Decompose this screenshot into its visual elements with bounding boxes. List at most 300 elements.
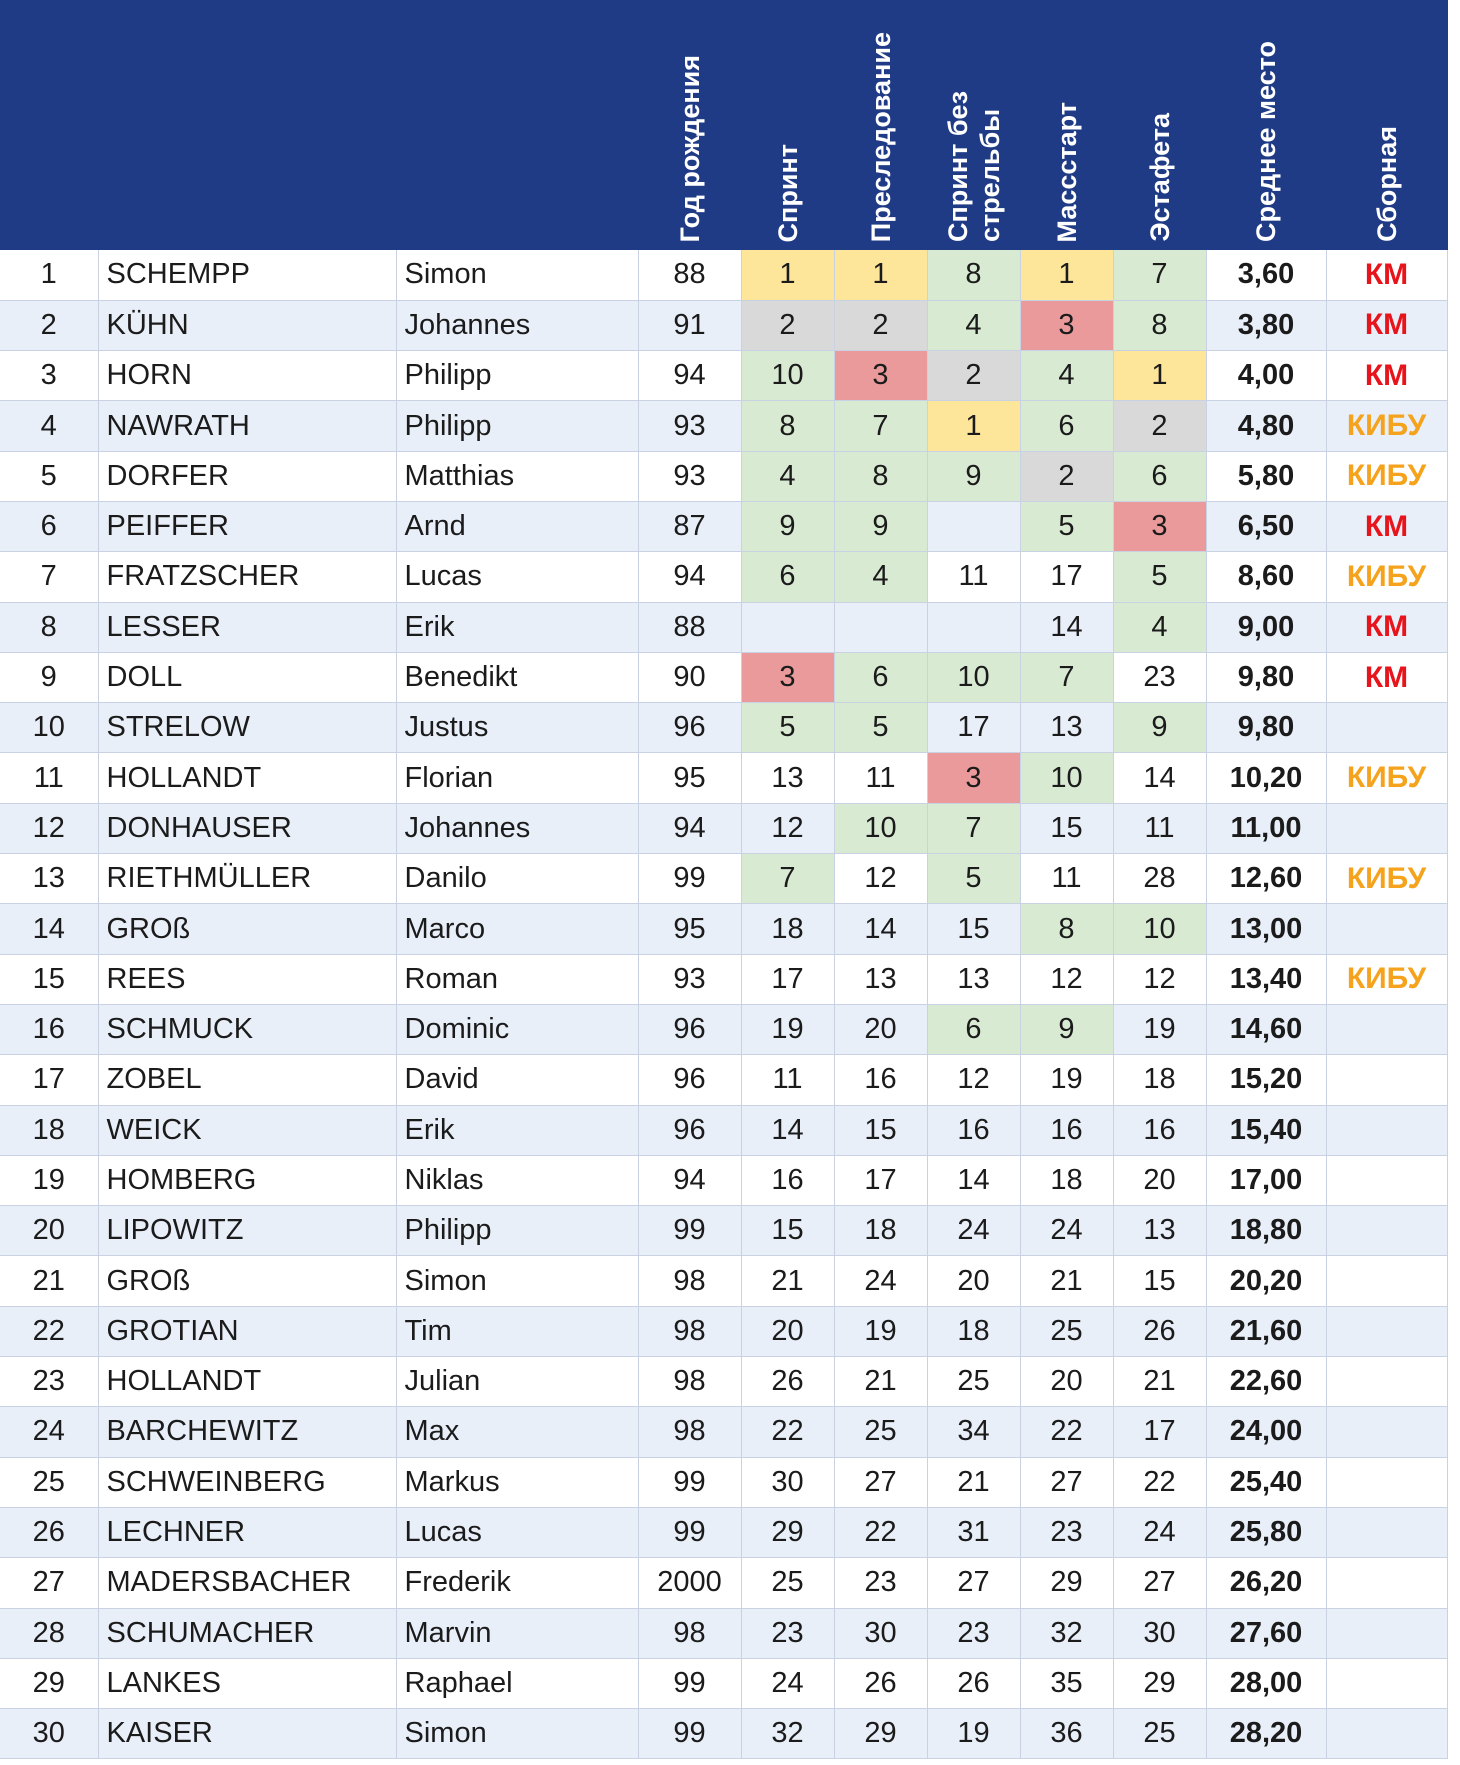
table-body <box>0 250 1460 1759</box>
rank-cell: 23 <box>0 1357 98 1407</box>
row-filler <box>1447 1507 1460 1557</box>
mass-start-cell: 1 <box>1020 250 1113 300</box>
last-name-cell: DORFER <box>98 451 396 501</box>
rank-cell: 9 <box>0 652 98 702</box>
sprint-no-shooting-cell <box>927 602 1020 652</box>
team-cell <box>1326 1558 1447 1608</box>
relay-cell: 20 <box>1113 1155 1206 1205</box>
rank-cell: 13 <box>0 854 98 904</box>
birth-year-cell: 99 <box>638 1709 741 1759</box>
sprint-cell: 15 <box>741 1206 834 1256</box>
first-name-cell: Roman <box>396 954 638 1004</box>
average-place-cell: 3,80 <box>1206 300 1326 350</box>
last-name-cell: SCHMUCK <box>98 1004 396 1054</box>
table-row <box>0 1608 1460 1658</box>
team-cell: КИБУ <box>1326 753 1447 803</box>
relay-cell: 27 <box>1113 1558 1206 1608</box>
first-name-cell: Benedikt <box>396 652 638 702</box>
average-place-cell: 15,20 <box>1206 1055 1326 1105</box>
first-name-cell: Markus <box>396 1457 638 1507</box>
sprint-cell: 32 <box>741 1709 834 1759</box>
sprint-no-shooting-cell: 21 <box>927 1457 1020 1507</box>
average-place-cell: 18,80 <box>1206 1206 1326 1256</box>
table-row <box>0 904 1460 954</box>
mass-start-cell: 2 <box>1020 451 1113 501</box>
last-name-cell: WEICK <box>98 1105 396 1155</box>
team-cell <box>1326 1155 1447 1205</box>
pursuit-cell: 11 <box>834 753 927 803</box>
team-cell <box>1326 803 1447 853</box>
team-cell: КИБУ <box>1326 451 1447 501</box>
sprint-no-shooting-cell: 9 <box>927 451 1020 501</box>
first-name-cell: Florian <box>396 753 638 803</box>
sprint-cell: 23 <box>741 1608 834 1658</box>
row-filler <box>1447 1055 1460 1105</box>
average-place-cell: 12,60 <box>1206 854 1326 904</box>
team-cell <box>1326 1507 1447 1557</box>
team-cell <box>1326 703 1447 753</box>
sprint-cell: 19 <box>741 1004 834 1054</box>
rank-cell: 10 <box>0 703 98 753</box>
pursuit-cell: 1 <box>834 250 927 300</box>
last-name-cell: SCHWEINBERG <box>98 1457 396 1507</box>
sprint-no-shooting-cell: 5 <box>927 854 1020 904</box>
mass-start-cell: 8 <box>1020 904 1113 954</box>
pursuit-cell: 7 <box>834 401 927 451</box>
average-place-cell: 15,40 <box>1206 1105 1326 1155</box>
row-filler <box>1447 1357 1460 1407</box>
relay-cell: 18 <box>1113 1055 1206 1105</box>
sprint-cell: 5 <box>741 703 834 753</box>
average-place-cell: 8,60 <box>1206 552 1326 602</box>
mass-start-cell: 22 <box>1020 1407 1113 1457</box>
relay-cell: 7 <box>1113 250 1206 300</box>
relay-cell: 12 <box>1113 954 1206 1004</box>
average-place-cell: 13,00 <box>1206 904 1326 954</box>
average-place-cell: 4,00 <box>1206 351 1326 401</box>
rank-cell: 4 <box>0 401 98 451</box>
relay-cell: 4 <box>1113 602 1206 652</box>
first-name-cell: Niklas <box>396 1155 638 1205</box>
relay-cell: 29 <box>1113 1658 1206 1708</box>
last-name-cell: FRATZSCHER <box>98 552 396 602</box>
last-name-cell: LIPOWITZ <box>98 1206 396 1256</box>
team-cell: КМ <box>1326 602 1447 652</box>
average-place-cell: 11,00 <box>1206 803 1326 853</box>
sprint-cell: 25 <box>741 1558 834 1608</box>
birth-year-cell: 94 <box>638 803 741 853</box>
row-filler <box>1447 1155 1460 1205</box>
average-place-cell: 6,50 <box>1206 501 1326 551</box>
birth-year-cell: 93 <box>638 451 741 501</box>
team-cell <box>1326 1658 1447 1708</box>
team-cell: КМ <box>1326 300 1447 350</box>
pursuit-cell: 16 <box>834 1055 927 1105</box>
team-cell <box>1326 1256 1447 1306</box>
first-name-cell: Max <box>396 1407 638 1457</box>
mass-start-cell: 6 <box>1020 401 1113 451</box>
table-row <box>0 803 1460 853</box>
pursuit-cell: 27 <box>834 1457 927 1507</box>
table-row <box>0 753 1460 803</box>
first-name-cell: Johannes <box>396 803 638 853</box>
header-last-name <box>98 0 396 250</box>
team-cell: КМ <box>1326 250 1447 300</box>
sprint-no-shooting-cell <box>927 501 1020 551</box>
sprint-no-shooting-cell: 10 <box>927 652 1020 702</box>
relay-cell: 11 <box>1113 803 1206 853</box>
row-filler <box>1447 300 1460 350</box>
row-filler <box>1447 501 1460 551</box>
average-place-cell: 9,80 <box>1206 703 1326 753</box>
table-row <box>0 401 1460 451</box>
birth-year-cell: 88 <box>638 250 741 300</box>
mass-start-cell: 27 <box>1020 1457 1113 1507</box>
last-name-cell: RIETHMÜLLER <box>98 854 396 904</box>
team-cell <box>1326 1306 1447 1356</box>
rank-cell: 30 <box>0 1709 98 1759</box>
first-name-cell: Philipp <box>396 351 638 401</box>
average-place-cell: 28,00 <box>1206 1658 1326 1708</box>
table-row <box>0 652 1460 702</box>
pursuit-cell: 3 <box>834 351 927 401</box>
first-name-cell: Arnd <box>396 501 638 551</box>
last-name-cell: LESSER <box>98 602 396 652</box>
mass-start-cell: 12 <box>1020 954 1113 1004</box>
first-name-cell: Tim <box>396 1306 638 1356</box>
team-cell <box>1326 1105 1447 1155</box>
rank-cell: 18 <box>0 1105 98 1155</box>
average-place-cell: 27,60 <box>1206 1608 1326 1658</box>
mass-start-cell: 9 <box>1020 1004 1113 1054</box>
pursuit-cell: 21 <box>834 1357 927 1407</box>
table-row <box>0 1306 1460 1356</box>
last-name-cell: LECHNER <box>98 1507 396 1557</box>
average-place-cell: 22,60 <box>1206 1357 1326 1407</box>
last-name-cell: HORN <box>98 351 396 401</box>
table-row <box>0 954 1460 1004</box>
pursuit-cell: 14 <box>834 904 927 954</box>
sprint-cell: 20 <box>741 1306 834 1356</box>
sprint-cell: 30 <box>741 1457 834 1507</box>
sprint-cell: 9 <box>741 501 834 551</box>
mass-start-cell: 16 <box>1020 1105 1113 1155</box>
birth-year-cell: 94 <box>638 552 741 602</box>
first-name-cell: Erik <box>396 602 638 652</box>
birth-year-cell: 96 <box>638 1004 741 1054</box>
birth-year-cell: 99 <box>638 1457 741 1507</box>
pursuit-cell: 10 <box>834 803 927 853</box>
rank-cell: 7 <box>0 552 98 602</box>
sprint-cell: 8 <box>741 401 834 451</box>
team-cell: КМ <box>1326 351 1447 401</box>
pursuit-cell: 26 <box>834 1658 927 1708</box>
birth-year-cell: 2000 <box>638 1558 741 1608</box>
rank-cell: 17 <box>0 1055 98 1105</box>
header-sprint-no-shooting: Спринт без стрельбы <box>927 0 1020 250</box>
row-filler <box>1447 351 1460 401</box>
rank-cell: 16 <box>0 1004 98 1054</box>
row-filler <box>1447 1558 1460 1608</box>
first-name-cell: Matthias <box>396 451 638 501</box>
relay-cell: 25 <box>1113 1709 1206 1759</box>
sprint-no-shooting-cell: 2 <box>927 351 1020 401</box>
first-name-cell: Lucas <box>396 552 638 602</box>
first-name-cell: Philipp <box>396 1206 638 1256</box>
relay-cell: 6 <box>1113 451 1206 501</box>
first-name-cell: Marco <box>396 904 638 954</box>
mass-start-cell: 29 <box>1020 1558 1113 1608</box>
pursuit-cell: 13 <box>834 954 927 1004</box>
table-row <box>0 351 1460 401</box>
mass-start-cell: 21 <box>1020 1256 1113 1306</box>
row-filler <box>1447 954 1460 1004</box>
sprint-no-shooting-cell: 17 <box>927 703 1020 753</box>
row-filler <box>1447 854 1460 904</box>
last-name-cell: DOLL <box>98 652 396 702</box>
header-birth-year: Год рождения <box>638 0 741 250</box>
team-cell: КИБУ <box>1326 954 1447 1004</box>
row-filler <box>1447 1658 1460 1708</box>
average-place-cell: 26,20 <box>1206 1558 1326 1608</box>
last-name-cell: KÜHN <box>98 300 396 350</box>
first-name-cell: Justus <box>396 703 638 753</box>
mass-start-cell: 17 <box>1020 552 1113 602</box>
mass-start-cell: 20 <box>1020 1357 1113 1407</box>
sprint-cell: 13 <box>741 753 834 803</box>
row-filler <box>1447 652 1460 702</box>
average-place-cell: 10,20 <box>1206 753 1326 803</box>
team-cell <box>1326 1004 1447 1054</box>
table-row <box>0 1558 1460 1608</box>
average-place-cell: 5,80 <box>1206 451 1326 501</box>
relay-cell: 2 <box>1113 401 1206 451</box>
pursuit-cell: 6 <box>834 652 927 702</box>
first-name-cell: Marvin <box>396 1608 638 1658</box>
rank-cell: 1 <box>0 250 98 300</box>
sprint-no-shooting-cell: 3 <box>927 753 1020 803</box>
relay-cell: 22 <box>1113 1457 1206 1507</box>
row-filler <box>1447 1457 1460 1507</box>
mass-start-cell: 19 <box>1020 1055 1113 1105</box>
birth-year-cell: 96 <box>638 1105 741 1155</box>
average-place-cell: 21,60 <box>1206 1306 1326 1356</box>
mass-start-cell: 18 <box>1020 1155 1113 1205</box>
rank-cell: 12 <box>0 803 98 853</box>
rank-cell: 29 <box>0 1658 98 1708</box>
relay-cell: 16 <box>1113 1105 1206 1155</box>
row-filler <box>1447 1407 1460 1457</box>
rank-cell: 19 <box>0 1155 98 1205</box>
birth-year-cell: 93 <box>638 954 741 1004</box>
pursuit-cell: 15 <box>834 1105 927 1155</box>
first-name-cell: Johannes <box>396 300 638 350</box>
table-row <box>0 1206 1460 1256</box>
first-name-cell: Frederik <box>396 1558 638 1608</box>
mass-start-cell: 14 <box>1020 602 1113 652</box>
mass-start-cell: 24 <box>1020 1206 1113 1256</box>
last-name-cell: SCHUMACHER <box>98 1608 396 1658</box>
average-place-cell: 3,60 <box>1206 250 1326 300</box>
average-place-cell: 25,40 <box>1206 1457 1326 1507</box>
first-name-cell: Lucas <box>396 1507 638 1557</box>
row-filler <box>1447 1608 1460 1658</box>
table-row <box>0 1105 1460 1155</box>
sprint-cell: 4 <box>741 451 834 501</box>
birth-year-cell: 96 <box>638 703 741 753</box>
pursuit-cell: 30 <box>834 1608 927 1658</box>
mass-start-cell: 23 <box>1020 1507 1113 1557</box>
birth-year-cell: 98 <box>638 1306 741 1356</box>
sprint-no-shooting-cell: 20 <box>927 1256 1020 1306</box>
relay-cell: 3 <box>1113 501 1206 551</box>
header-average-place: Среднее место <box>1206 0 1326 250</box>
header-mass-start: Массстарт <box>1020 0 1113 250</box>
table-row <box>0 1155 1460 1205</box>
row-filler <box>1447 1206 1460 1256</box>
average-place-cell: 24,00 <box>1206 1407 1326 1457</box>
mass-start-cell: 25 <box>1020 1306 1113 1356</box>
relay-cell: 21 <box>1113 1357 1206 1407</box>
header-team: Сборная <box>1326 0 1447 250</box>
team-cell <box>1326 1055 1447 1105</box>
birth-year-cell: 99 <box>638 1658 741 1708</box>
sprint-no-shooting-cell: 34 <box>927 1407 1020 1457</box>
last-name-cell: BARCHEWITZ <box>98 1407 396 1457</box>
row-filler <box>1447 401 1460 451</box>
header-sprint: Спринт <box>741 0 834 250</box>
table-row <box>0 1709 1460 1759</box>
sprint-cell: 2 <box>741 300 834 350</box>
sprint-cell: 10 <box>741 351 834 401</box>
header-first-name <box>396 0 638 250</box>
team-cell <box>1326 1206 1447 1256</box>
birth-year-cell: 94 <box>638 1155 741 1205</box>
relay-cell: 13 <box>1113 1206 1206 1256</box>
pursuit-cell: 25 <box>834 1407 927 1457</box>
table-row <box>0 1507 1460 1557</box>
table-row <box>0 854 1460 904</box>
average-place-cell: 9,00 <box>1206 602 1326 652</box>
birth-year-cell: 98 <box>638 1256 741 1306</box>
row-filler <box>1447 1105 1460 1155</box>
relay-cell: 28 <box>1113 854 1206 904</box>
rank-cell: 11 <box>0 753 98 803</box>
table-row <box>0 552 1460 602</box>
row-filler <box>1447 703 1460 753</box>
sprint-cell: 22 <box>741 1407 834 1457</box>
sprint-no-shooting-cell: 25 <box>927 1357 1020 1407</box>
last-name-cell: REES <box>98 954 396 1004</box>
first-name-cell: Simon <box>396 250 638 300</box>
sprint-cell: 17 <box>741 954 834 1004</box>
sprint-no-shooting-cell: 12 <box>927 1055 1020 1105</box>
sprint-cell: 12 <box>741 803 834 853</box>
pursuit-cell <box>834 602 927 652</box>
birth-year-cell: 93 <box>638 401 741 451</box>
pursuit-cell: 20 <box>834 1004 927 1054</box>
team-cell: КМ <box>1326 652 1447 702</box>
rank-cell: 24 <box>0 1407 98 1457</box>
rank-cell: 21 <box>0 1256 98 1306</box>
birth-year-cell: 95 <box>638 753 741 803</box>
birth-year-cell: 98 <box>638 1357 741 1407</box>
pursuit-cell: 19 <box>834 1306 927 1356</box>
team-cell: КИБУ <box>1326 854 1447 904</box>
relay-cell: 1 <box>1113 351 1206 401</box>
first-name-cell: Simon <box>396 1709 638 1759</box>
last-name-cell: GROß <box>98 1256 396 1306</box>
relay-cell: 30 <box>1113 1608 1206 1658</box>
last-name-cell: HOMBERG <box>98 1155 396 1205</box>
birth-year-cell: 98 <box>638 1407 741 1457</box>
birth-year-cell: 96 <box>638 1055 741 1105</box>
sprint-no-shooting-cell: 19 <box>927 1709 1020 1759</box>
sprint-cell: 11 <box>741 1055 834 1105</box>
mass-start-cell: 35 <box>1020 1658 1113 1708</box>
average-place-cell: 4,80 <box>1206 401 1326 451</box>
rank-cell: 14 <box>0 904 98 954</box>
birth-year-cell: 99 <box>638 854 741 904</box>
last-name-cell: GROß <box>98 904 396 954</box>
sprint-no-shooting-cell: 4 <box>927 300 1020 350</box>
mass-start-cell: 3 <box>1020 300 1113 350</box>
rank-cell: 8 <box>0 602 98 652</box>
sprint-no-shooting-cell: 15 <box>927 904 1020 954</box>
team-cell <box>1326 1457 1447 1507</box>
average-place-cell: 17,00 <box>1206 1155 1326 1205</box>
birth-year-cell: 90 <box>638 652 741 702</box>
sprint-cell: 16 <box>741 1155 834 1205</box>
last-name-cell: ZOBEL <box>98 1055 396 1105</box>
rank-cell: 5 <box>0 451 98 501</box>
sprint-no-shooting-cell: 14 <box>927 1155 1020 1205</box>
last-name-cell: DONHAUSER <box>98 803 396 853</box>
sprint-cell: 6 <box>741 552 834 602</box>
sprint-no-shooting-cell: 18 <box>927 1306 1020 1356</box>
row-filler <box>1447 803 1460 853</box>
row-filler <box>1447 552 1460 602</box>
header-relay: Эстафета <box>1113 0 1206 250</box>
last-name-cell: PEIFFER <box>98 501 396 551</box>
birth-year-cell: 98 <box>638 1608 741 1658</box>
first-name-cell: Danilo <box>396 854 638 904</box>
team-cell <box>1326 904 1447 954</box>
mass-start-cell: 32 <box>1020 1608 1113 1658</box>
row-filler <box>1447 451 1460 501</box>
team-cell <box>1326 1407 1447 1457</box>
sprint-cell <box>741 602 834 652</box>
average-place-cell: 25,80 <box>1206 1507 1326 1557</box>
mass-start-cell: 4 <box>1020 351 1113 401</box>
average-place-cell: 14,60 <box>1206 1004 1326 1054</box>
header-pursuit: Преследование <box>834 0 927 250</box>
team-cell <box>1326 1608 1447 1658</box>
mass-start-cell: 11 <box>1020 854 1113 904</box>
rank-cell: 27 <box>0 1558 98 1608</box>
mass-start-cell: 7 <box>1020 652 1113 702</box>
sprint-no-shooting-cell: 8 <box>927 250 1020 300</box>
row-filler <box>1447 904 1460 954</box>
team-cell: КМ <box>1326 501 1447 551</box>
relay-cell: 10 <box>1113 904 1206 954</box>
birth-year-cell: 91 <box>638 300 741 350</box>
last-name-cell: SCHEMPP <box>98 250 396 300</box>
table-row <box>0 602 1460 652</box>
first-name-cell: Philipp <box>396 401 638 451</box>
sprint-cell: 21 <box>741 1256 834 1306</box>
rank-cell: 22 <box>0 1306 98 1356</box>
